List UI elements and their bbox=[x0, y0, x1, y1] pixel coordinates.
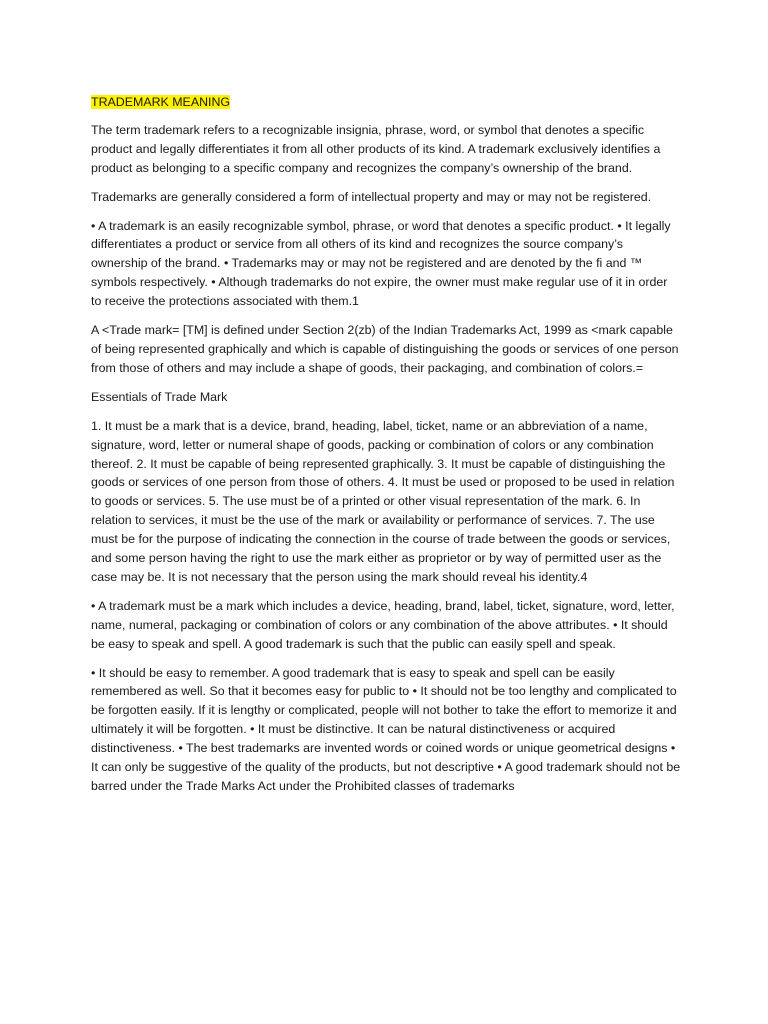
paragraph-good-trademark: • It should be easy to remember. A good trademark that is easy to speak and spell can be easily remembered as well. So that it becomes easy for public to • It should not be too lengthy and complicated to be forgotten easily. If it is lengthy or complicated, people will not bother to take the effort to memorize it and ultimately it will be forgotten. • It must be distinctive. It can be natural distinctiveness or acquired distinctiveness. • The best trademarks are invented words or coined words or unique geometrical designs • It can only be suggestive of the quality of the products, but not descriptive • A good trademark should not be barred under the Trade Marks Act under the Prohibited classes of trademarks bbox=[91, 665, 681, 793]
paragraph-intellectual-property: Trademarks are generally considered a form of intellectual property and may or may not be registered. bbox=[91, 189, 652, 204]
paragraph-legal-definition: A <Trade mark= [TM] is defined under Section 2(zb) of the Indian Trademarks Act, 1999 as <mark capable of being represented graphically and which is capable of distinguishing the goods or services of one person from those of others and may include a shape of goods, their packaging, and combination of colors.= bbox=[91, 323, 679, 375]
paragraph-essentials-list: 1. It must be a mark that is a device, brand, heading, label, ticket, name or an abbreviation of a name, signature, word, letter or numeral shape of goods, packing or combination of colors or any combination thereof. 2. It must be capable of being represented graphically. 3. It must be capable of distinguishing the goods or services of one person from those of others. 4. It must be used or proposed to be used in relation to goods or services. 5. The use must be of a printed or other visual representation of the mark. 6. In relation to services, it must be the use of the mark or availability or performance of services. 7. The use must be for the purpose of indicating the connection in the course of trade between the goods or services, and some person having the right to use the mark either as proprietor or by way of permitted user as the case may be. It is not necessary that the person using the mark should reveal his identity.4 bbox=[91, 418, 675, 584]
paragraph-mark-attributes: • A trademark must be a mark which includes a device, heading, brand, label, ticket, signature, word, letter, name, numeral, packaging or combination of colors or any combination of the above attributes. • It should be easy to speak and spell. A good trademark is such that the public can easily spell and speak. bbox=[91, 598, 675, 651]
highlighted-heading-text: TRADEMARK MEANING bbox=[91, 95, 231, 109]
subheading-essentials: Essentials of Trade Mark bbox=[91, 389, 228, 404]
section-heading bbox=[91, 93, 681, 112]
paragraph-key-points: • A trademark is an easily recognizable symbol, phrase, or word that denotes a specific product. • It legally differentiates a product or service from all others of its kind and recognizes the source company’s ownership of the brand. • Trademarks may or may not be registered and are denoted by the fi and ™ symbols respectively. • Although trademarks do not expire, the owner must make regular use of it in order to receive the protections associated with them.1 bbox=[91, 218, 671, 309]
paragraph-definition: The term trademark refers to a recognizable insignia, phrase, word, or symbol that denotes a specific product and legally differentiates it from all other products of its kind. A trademark exclusively identifies a product as belonging to a specific company and recognizes the company’s ownership of the brand. bbox=[91, 122, 661, 175]
document-body bbox=[91, 93, 681, 806]
